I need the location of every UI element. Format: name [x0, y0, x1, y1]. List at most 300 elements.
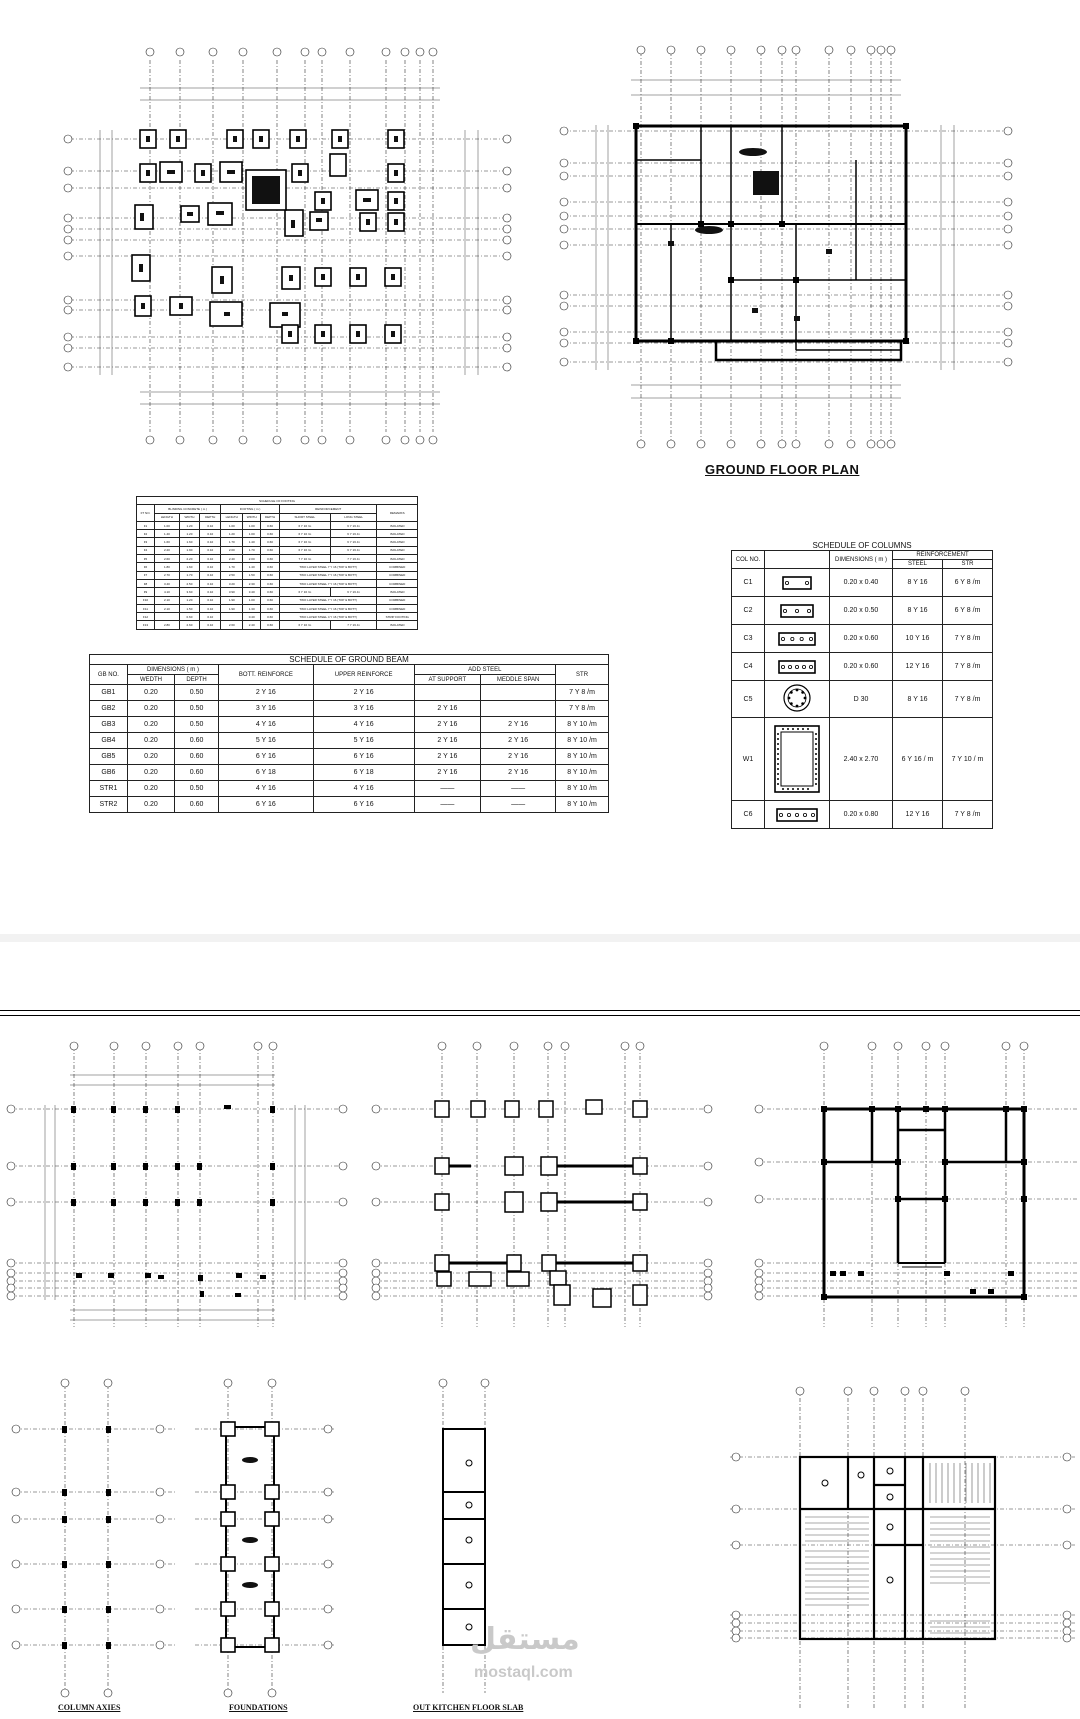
table-cell: STR2 — [90, 797, 128, 813]
table-row — [90, 717, 609, 733]
gb-header-str: STR — [556, 665, 609, 685]
table-cell: D 30 — [830, 681, 893, 718]
table-cell: 6 Y 16 /m — [279, 538, 330, 546]
table-cell: 7 Y 8 /m — [943, 625, 993, 653]
ft-sub-header: WIDTH — [179, 513, 199, 521]
table-cell: 0.60 — [261, 521, 280, 529]
table-cell: 2.10 — [154, 596, 179, 604]
table-row — [732, 681, 993, 718]
table-cell: 0.20 — [127, 733, 174, 749]
table-cell: 0.20 — [127, 749, 174, 765]
ft-header-footing: FOOTING ( m ) — [221, 505, 280, 513]
column-section-cell — [765, 681, 830, 718]
ft-header-blinding: BLINDING CONCRETE ( m ) — [154, 505, 220, 513]
table-cell: 6 Y 8 /m — [943, 569, 993, 597]
table-cell: 1.00 — [243, 530, 261, 538]
table-cell: 1.00 — [221, 521, 243, 529]
table-cell: 2.70 — [154, 571, 179, 579]
table-cell: 1.20 — [221, 530, 243, 538]
table-cell: TWO LAYER STEEL 7 Y 16 (TOP & BOTT) — [279, 579, 377, 587]
table-cell: 8 Y 10 /m — [556, 749, 609, 765]
table-cell: 0.50 — [175, 781, 219, 797]
table-cell: 3.20 — [221, 579, 243, 587]
table-cell: ISOLATED — [377, 621, 418, 629]
table-row — [137, 563, 418, 571]
table-cell: ISOLATED — [377, 546, 418, 554]
table-cell — [221, 613, 243, 621]
table-cell: C5 — [732, 681, 765, 718]
table-row — [137, 621, 418, 629]
table-cell: 4 Y 16 — [313, 717, 414, 733]
footing-schedule-table — [136, 496, 418, 630]
table-cell: 0.60 — [261, 555, 280, 563]
table-cell: 0.10 — [200, 579, 221, 587]
table-cell: 3 Y 16 — [313, 701, 414, 717]
table-cell: 6 Y 16 — [313, 749, 414, 765]
table-row — [732, 569, 993, 597]
column-axies-caption: COLUMN AXIES — [58, 1703, 121, 1712]
col-header-no: COL NO. — [732, 551, 765, 569]
table-cell: 2.40 — [243, 621, 261, 629]
table-cell: F4 — [137, 546, 155, 554]
table-cell: 8 Y 10 /m — [556, 717, 609, 733]
table-cell: 1.50 — [243, 571, 261, 579]
table-cell: 6 Y 18 — [313, 765, 414, 781]
table-cell: 12 Y 16 — [893, 801, 943, 829]
table-cell: 2.80 — [154, 621, 179, 629]
table-cell: 0.20 — [127, 765, 174, 781]
table-cell: 7 Y 8 /m — [943, 681, 993, 718]
table-cell: 5 Y 16 — [219, 733, 314, 749]
table-cell: —— — [481, 781, 556, 797]
table-cell: 0.40 — [243, 613, 261, 621]
column-section-icon — [769, 718, 825, 798]
table-cell: 8 Y 16 — [893, 597, 943, 625]
table-row — [732, 653, 993, 681]
table-cell: 7 Y 16 /m — [330, 555, 377, 563]
table-cell: 2.30 — [243, 579, 261, 587]
table-cell: 2.50 — [179, 579, 199, 587]
table-cell: 0.20 x 0.80 — [830, 801, 893, 829]
gb-header-no: GB NO. — [90, 665, 128, 685]
table-row — [90, 733, 609, 749]
table-cell: 0.10 — [200, 563, 221, 571]
table-cell: 1.00 — [243, 596, 261, 604]
table-cell: 6 Y 16 — [313, 797, 414, 813]
table-row — [137, 579, 418, 587]
table-row — [137, 571, 418, 579]
table-cell: 1.60 — [179, 563, 199, 571]
table-cell: 7 Y 10 / m — [943, 718, 993, 801]
table-cell: 6 Y 16 /m — [279, 621, 330, 629]
table-cell: 2 Y 16 — [414, 701, 481, 717]
out-kitchen-caption: OUT KITCHEN FLOOR SLAB — [413, 1703, 524, 1712]
gb-header-at-support: AT SUPPORT — [414, 675, 481, 685]
col-schedule-title: SCHEDULE OF COLUMNS — [732, 541, 993, 551]
table-cell: COMBINED — [377, 604, 418, 612]
table-cell: 0.10 — [200, 530, 221, 538]
table-cell: 0.10 — [200, 538, 221, 546]
table-cell: 7 Y 8 /m — [556, 685, 609, 701]
table-cell: 4.10 — [154, 588, 179, 596]
table-cell: 0.60 — [261, 571, 280, 579]
col-header-str: STR — [943, 560, 993, 569]
table-cell: 4 Y 16 — [219, 717, 314, 733]
table-cell: ISOLATED — [377, 555, 418, 563]
table-cell: F2 — [137, 530, 155, 538]
table-row — [732, 597, 993, 625]
table-cell: 0.60 — [261, 530, 280, 538]
table-cell: F6 — [137, 563, 155, 571]
ground-beam-schedule-table — [89, 654, 609, 813]
ft-sub-header: WIDTH — [243, 513, 261, 521]
gb-schedule-title: SCHEDULE OF GROUND BEAM — [90, 655, 609, 665]
table-row — [137, 521, 418, 529]
table-cell: F13 — [137, 621, 155, 629]
table-cell: GB4 — [90, 733, 128, 749]
table-cell: 0.60 — [261, 588, 280, 596]
table-cell: 6 Y 16 /m — [330, 588, 377, 596]
table-cell: 2 Y 16 — [414, 749, 481, 765]
table-cell: 2 Y 16 — [414, 765, 481, 781]
table-cell: F8 — [137, 579, 155, 587]
table-cell: 0.60 — [261, 596, 280, 604]
table-cell: C4 — [732, 653, 765, 681]
table-cell: 6 Y 16 — [219, 749, 314, 765]
table-cell: 2.00 — [221, 546, 243, 554]
table-cell — [481, 685, 556, 701]
table-cell: 1.20 — [179, 596, 199, 604]
table-cell: 7 Y 8 /m — [943, 801, 993, 829]
ft-sub-header: LONG STEEL — [330, 513, 377, 521]
foundation-plan-drawing — [60, 40, 520, 460]
table-cell: 7 Y 16 /m — [279, 555, 330, 563]
table-cell: 0.10 — [200, 588, 221, 596]
table-cell: F12 — [137, 613, 155, 621]
table-cell: 1.70 — [179, 571, 199, 579]
table-cell: F3 — [137, 538, 155, 546]
table-cell: 0.60 — [175, 733, 219, 749]
table-cell: 8 Y 10 /m — [556, 797, 609, 813]
roof-slab-plan-drawing — [725, 1375, 1080, 1715]
table-cell: F9 — [137, 588, 155, 596]
table-cell: 2 Y 16 — [414, 733, 481, 749]
column-section-icon — [769, 655, 825, 677]
table-cell: 2.60 — [221, 621, 243, 629]
table-cell: 0.10 — [200, 546, 221, 554]
table-cell: 3.90 — [221, 588, 243, 596]
table-cell: 0.10 — [200, 555, 221, 563]
table-cell: 3.40 — [243, 588, 261, 596]
gb-header-width: WEDTH — [127, 675, 174, 685]
gb-header-dimensions: DIMENSIONS ( m ) — [127, 665, 218, 675]
column-section-cell — [765, 597, 830, 625]
table-cell: 6 Y 16 /m — [330, 521, 377, 529]
table-cell: 0.20 — [127, 701, 174, 717]
table-row — [732, 801, 993, 829]
table-cell: COMBINED — [377, 579, 418, 587]
table-row — [137, 588, 418, 596]
table-cell: 0.20 — [127, 781, 174, 797]
table-cell: 2.20 — [179, 555, 199, 563]
table-cell: 10 Y 16 — [893, 625, 943, 653]
column-schedule-table — [731, 541, 993, 829]
table-cell — [481, 701, 556, 717]
column-axies-drawing — [10, 1375, 180, 1700]
table-cell: 8 Y 16 — [893, 569, 943, 597]
table-cell: C3 — [732, 625, 765, 653]
table-cell: C6 — [732, 801, 765, 829]
table-cell: TWO LAYER STEEL 7 Y 16 (TOP & BOTT) — [279, 563, 377, 571]
table-row — [90, 797, 609, 813]
table-cell: COMBINED — [377, 563, 418, 571]
table-cell: 2 Y 16 — [481, 765, 556, 781]
table-cell: 0.60 — [261, 546, 280, 554]
table-cell: 2.50 — [221, 571, 243, 579]
ground-floor-plan-drawing — [556, 40, 1016, 460]
table-cell: ISOLATED — [377, 530, 418, 538]
table-cell: 1.90 — [179, 546, 199, 554]
sheet-divider-line — [0, 1010, 1080, 1011]
column-section-cell — [765, 801, 830, 829]
table-cell: 2.20 — [154, 546, 179, 554]
table-row — [137, 613, 418, 621]
table-cell: 1.60 — [179, 538, 199, 546]
table-cell: 2.00 — [243, 555, 261, 563]
table-cell: 0.60 — [175, 749, 219, 765]
table-cell: 0.20 x 0.60 — [830, 653, 893, 681]
table-cell: 0.50 — [175, 717, 219, 733]
table-cell: 1.90 — [221, 596, 243, 604]
column-section-icon — [769, 681, 825, 715]
table-cell: TWO LAYER STEEL 7 Y 16 (TOP & BOTT) — [279, 604, 377, 612]
table-cell: ISOLATED — [377, 538, 418, 546]
table-cell: 2 Y 16 — [414, 717, 481, 733]
column-section-cell — [765, 653, 830, 681]
table-cell: ISOLATED — [377, 588, 418, 596]
table-cell: 0.10 — [200, 621, 221, 629]
table-cell: 2 Y 16 — [481, 717, 556, 733]
table-cell: 1.50 — [179, 604, 199, 612]
column-section-cell — [765, 625, 830, 653]
col-header-dimensions: DIMENSIONS ( m ) — [830, 551, 893, 569]
table-cell: GB5 — [90, 749, 128, 765]
table-cell: —— — [481, 797, 556, 813]
footing-layout-plan-drawing — [365, 1035, 720, 1335]
table-cell: 6 Y 16 /m — [330, 546, 377, 554]
table-cell: 6 Y 16 /m — [279, 588, 330, 596]
table-cell: 1.60 — [154, 538, 179, 546]
table-cell: 6 Y 16 /m — [330, 538, 377, 546]
table-cell: 2 Y 16 — [313, 685, 414, 701]
col-header-steel: STEEL — [893, 560, 943, 569]
table-cell: STRIP FOOTING — [377, 613, 418, 621]
table-cell: 2.40 — [221, 555, 243, 563]
table-cell: 0.50 — [175, 701, 219, 717]
table-cell: 0.50 — [175, 685, 219, 701]
table-cell: 4 Y 16 — [313, 781, 414, 797]
table-cell: 1.90 — [221, 604, 243, 612]
table-row — [90, 685, 609, 701]
table-cell: TWO LAYER STEEL 4 Y 16 (TOP & BOTT) — [279, 613, 377, 621]
table-cell: 6 Y 18 — [219, 765, 314, 781]
col-header-reinforcement: REINFORCEMENT — [893, 551, 993, 560]
table-cell: 2 Y 16 — [481, 733, 556, 749]
table-cell: 0.60 — [261, 613, 280, 621]
table-row — [732, 718, 993, 801]
table-cell: 6 Y 16 / m — [893, 718, 943, 801]
table-cell: TWO LAYER STEEL 7 Y 16 (TOP & BOTT) — [279, 596, 377, 604]
table-cell: F10 — [137, 596, 155, 604]
table-cell: 0.20 — [127, 717, 174, 733]
table-cell: 7 Y 8 /m — [943, 653, 993, 681]
table-cell: —— — [414, 781, 481, 797]
ground-floor-plan-title: GROUND FLOOR PLAN — [705, 462, 860, 477]
table-cell: 6 Y 16 /m — [279, 546, 330, 554]
table-cell: STR1 — [90, 781, 128, 797]
column-section-icon — [769, 599, 825, 621]
ft-header-remarks: REMARKS — [377, 505, 418, 522]
table-row — [137, 596, 418, 604]
table-cell: 6 Y 8 /m — [943, 597, 993, 625]
table-cell: 6 Y 16 /m — [330, 530, 377, 538]
table-cell: 0.60 — [261, 538, 280, 546]
table-cell: 1.40 — [154, 530, 179, 538]
table-row — [90, 701, 609, 717]
table-cell: F5 — [137, 555, 155, 563]
table-cell: 1.70 — [243, 546, 261, 554]
table-cell: 6 Y 16 — [219, 797, 314, 813]
watermark-latin: mostaql.com — [474, 1664, 573, 1681]
column-section-cell — [765, 718, 830, 801]
gb-header-depth: DEPTH — [175, 675, 219, 685]
table-cell: 0.20 x 0.40 — [830, 569, 893, 597]
table-cell: F1 — [137, 521, 155, 529]
table-cell: 7 Y 8 /m — [556, 701, 609, 717]
table-cell: 1.20 — [179, 530, 199, 538]
floor-beam-plan-drawing — [748, 1035, 1080, 1335]
column-section-icon — [769, 803, 825, 825]
table-cell: COMBINED — [377, 571, 418, 579]
table-cell: 0.60 — [261, 604, 280, 612]
gb-header-upper: UPPER REINFORCE — [313, 665, 414, 685]
table-cell: 1.00 — [154, 521, 179, 529]
table-cell: 0.60 — [175, 797, 219, 813]
table-cell: 0.60 — [261, 621, 280, 629]
table-cell: 2.60 — [154, 555, 179, 563]
table-cell: 12 Y 16 — [893, 653, 943, 681]
table-cell: 0.60 — [175, 765, 219, 781]
table-cell: 0.20 — [127, 797, 174, 813]
table-row — [137, 538, 418, 546]
table-cell: 2 Y 16 — [481, 749, 556, 765]
table-cell: 4 Y 16 — [219, 781, 314, 797]
table-cell — [414, 685, 481, 701]
table-cell: GB6 — [90, 765, 128, 781]
table-cell: 1.40 — [243, 563, 261, 571]
ground-beam-schedule-body — [90, 685, 609, 813]
column-schedule-body — [732, 569, 993, 829]
table-cell: F7 — [137, 571, 155, 579]
table-cell — [154, 613, 179, 621]
table-cell: 8 Y 16 — [893, 681, 943, 718]
table-cell: 0.10 — [200, 521, 221, 529]
table-cell: 0.20 — [127, 685, 174, 701]
table-cell: W1 — [732, 718, 765, 801]
column-section-icon — [769, 571, 825, 593]
table-cell: C1 — [732, 569, 765, 597]
table-cell: 2.40 x 2.70 — [830, 718, 893, 801]
footing-schedule-title: SCHEDULE OF FOOTING — [137, 497, 418, 505]
table-cell: 1.80 — [154, 563, 179, 571]
table-cell: 1.70 — [221, 538, 243, 546]
table-row — [137, 546, 418, 554]
ft-sub-header: DEPTH — [261, 513, 280, 521]
table-cell: 8 Y 10 /m — [556, 781, 609, 797]
table-cell: 2 Y 16 — [219, 685, 314, 701]
table-cell: 7 Y 16 /m — [330, 621, 377, 629]
table-cell: COMBINED — [377, 596, 418, 604]
table-cell: F11 — [137, 604, 155, 612]
column-section-cell — [765, 569, 830, 597]
ft-sub-header: DEPTH — [200, 513, 221, 521]
column-layout-plan-drawing — [0, 1035, 355, 1335]
table-cell: 5 Y 16 — [313, 733, 414, 749]
column-section-icon — [769, 627, 825, 649]
gb-header-bott: BOTT. REINFORCE — [219, 665, 314, 685]
watermark-arabic: مستقل — [470, 1622, 580, 1657]
table-row — [137, 530, 418, 538]
table-cell: 0.60 — [179, 613, 199, 621]
table-cell: 3.60 — [179, 588, 199, 596]
table-cell: ISOLATED — [377, 521, 418, 529]
sheet-divider-line — [0, 1015, 1080, 1016]
table-cell: 1.30 — [243, 604, 261, 612]
table-cell: 0.10 — [200, 596, 221, 604]
ft-sub-header: SHORT STEEL — [279, 513, 330, 521]
table-row — [90, 765, 609, 781]
table-cell: 0.10 — [200, 604, 221, 612]
table-cell: 0.20 x 0.50 — [830, 597, 893, 625]
table-cell: 0.10 — [200, 571, 221, 579]
table-cell: 6 Y 16 /m — [279, 521, 330, 529]
table-cell: C2 — [732, 597, 765, 625]
table-cell: 1.40 — [243, 538, 261, 546]
table-cell: 2.10 — [154, 604, 179, 612]
table-cell: 1.00 — [243, 521, 261, 529]
foundations-caption: FOUNDATIONS — [229, 1703, 288, 1712]
footing-schedule-body — [137, 521, 418, 629]
table-cell: 0.60 — [261, 579, 280, 587]
table-cell: 2.60 — [179, 621, 199, 629]
table-cell: 8 Y 10 /m — [556, 733, 609, 749]
table-cell: 0.20 x 0.60 — [830, 625, 893, 653]
table-row — [732, 625, 993, 653]
ft-sub-header: LENGTH — [154, 513, 179, 521]
table-cell: GB3 — [90, 717, 128, 733]
table-cell: 1.70 — [221, 563, 243, 571]
ft-header-reinforcement: REINFORCEMENT — [279, 505, 377, 513]
table-cell: GB1 — [90, 685, 128, 701]
gb-header-add-steel: ADD STEEL — [414, 665, 556, 675]
table-cell: 6 Y 16 /m — [279, 530, 330, 538]
ft-header-no: FT NO. — [137, 505, 155, 522]
gb-header-meddle-span: MEDDLE SPAN — [481, 675, 556, 685]
ft-sub-header: LENGTH — [221, 513, 243, 521]
table-cell: TWO LAYER STEEL 7 Y 16 (TOP & BOTT) — [279, 571, 377, 579]
table-cell: 3 Y 16 — [219, 701, 314, 717]
table-cell: 0.10 — [200, 613, 221, 621]
